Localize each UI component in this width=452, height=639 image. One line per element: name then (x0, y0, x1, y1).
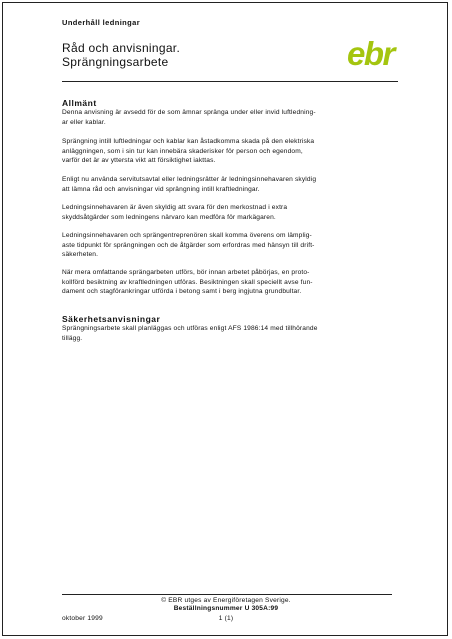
header-rule (62, 81, 398, 82)
text-line: anläggningen, som i sin tur kan innebära skaderisker för person och egendom, (62, 147, 303, 155)
paragraph (62, 203, 392, 222)
paragraph (62, 137, 392, 166)
text-line: När mera omfattande sprängarbeten utförs, bör innan arbetet påbörjas, en proto- (62, 269, 310, 276)
paragraph (62, 324, 392, 343)
footer-page-number: 1 (1) (218, 615, 234, 622)
footer-date: oktober 1999 (62, 615, 103, 622)
section-heading-sakerhetsanvisningar: Säkerhetsanvisningar (62, 314, 161, 324)
text-line: Sprängning intill luftledningar och kablar kan åstadkomma skada på den elektriska (62, 138, 315, 145)
paragraph (62, 108, 392, 127)
paragraph (62, 231, 392, 260)
text-line: Ledningsinnehavaren är även skyldig att svara för den merkostnad i extra (62, 204, 288, 211)
text-line: ar eller kablar. (62, 118, 106, 126)
section-heading-allmant: Allmänt (62, 98, 97, 108)
text-line: att lämna råd och anvisningar vid sprängning intill kraftledningar. (62, 185, 260, 193)
paragraph (62, 175, 392, 194)
text-line: Ledningsinnehavaren och sprängentreprenören skall komma överens om lämplig- (62, 232, 312, 239)
title-line-2: Sprängningsarbete (62, 55, 169, 69)
text-line: Sprängningsarbete skall planläggas och utföras enligt AFS 1986:14 med tillhörande (62, 325, 318, 332)
text-line: Enligt nu använda servitutsavtal eller ledningsrätter är ledningsinnehavaren skyldig (62, 176, 317, 183)
text-line: aste tidpunkt för sprängningen och de åtgärder som erfordras med hänsyn till drift- (62, 241, 315, 249)
text-line: varför det är av yttersta vikt att försiktighet iakttas. (62, 157, 216, 165)
text-line: tillägg. (62, 334, 83, 342)
text-line: säkerheten. (62, 251, 99, 259)
footer-rule (62, 594, 392, 595)
text-line: skyddsåtgärder som ledningens närvaro kan medföra för markägaren. (62, 213, 276, 221)
title-line-1: Råd och anvisningar. (62, 41, 181, 55)
text-line: dament och stagförankringar utförda i betong samt i berg ingjutna grundbultar. (62, 288, 302, 296)
text-line: Denna anvisning är avsedd för de som ämnar spränga under eller invid luftledning- (62, 109, 316, 116)
document-category: Underhåll ledningar (62, 18, 141, 27)
footer-publisher: © EBR utges av Energiföretagen Sverige. (161, 597, 291, 604)
footer-order-number: Beställningsnummer U 305A:99 (173, 605, 279, 612)
ebr-logo (346, 36, 398, 70)
paragraph (62, 268, 392, 297)
document-title (62, 41, 180, 69)
text-line: kollförd besiktning av kraftledningen utföras. Besiktningen skall speciellt avse fun- (62, 278, 313, 286)
ebr-logo-text: ebr (347, 36, 394, 70)
